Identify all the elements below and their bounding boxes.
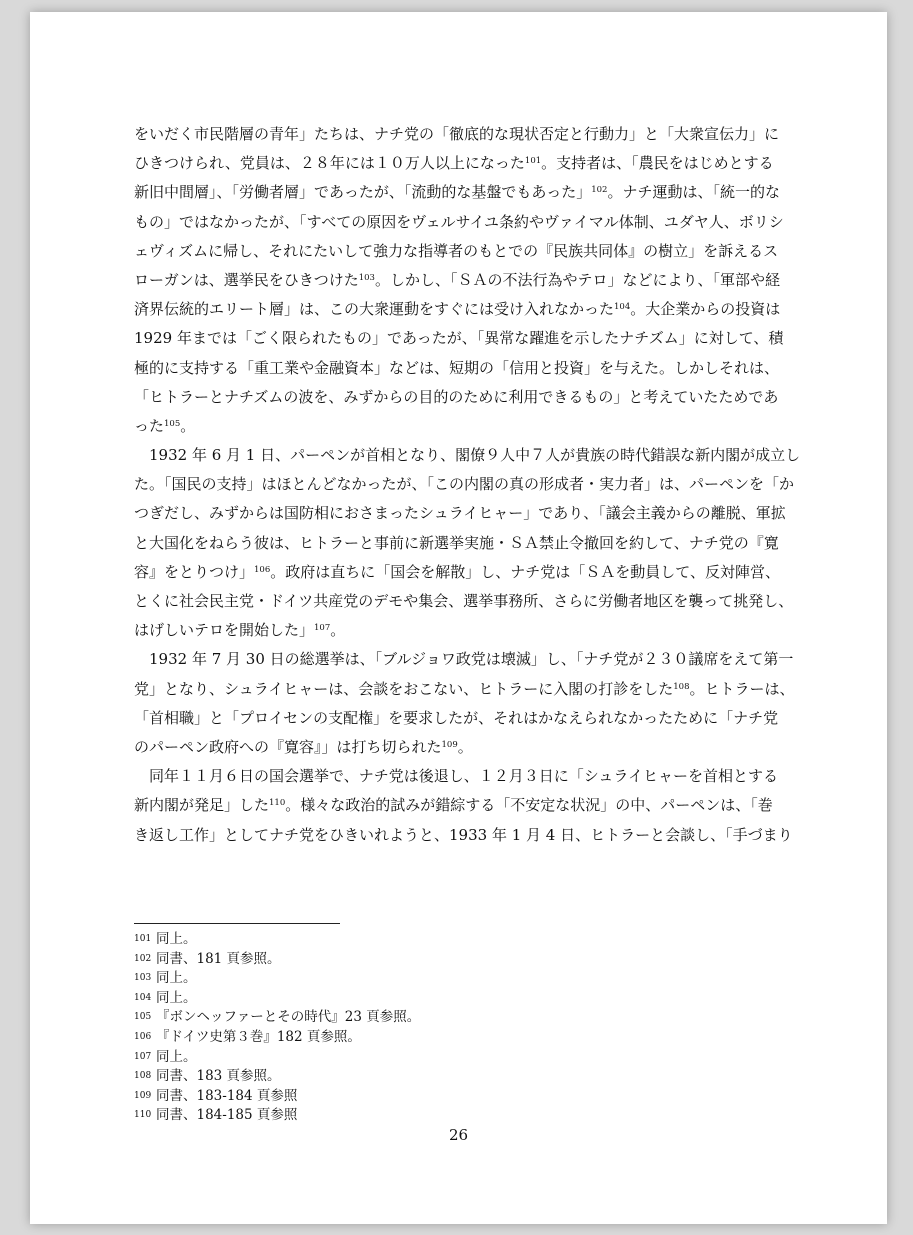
page-number: 26 bbox=[448, 1126, 469, 1144]
body-text bbox=[134, 120, 801, 850]
paragraph-3 bbox=[134, 645, 795, 762]
footnote-text: 『ドイツ史第３巻』182 頁参照。 bbox=[156, 1028, 361, 1045]
paragraph-4 bbox=[134, 762, 793, 850]
footnote-separator bbox=[134, 923, 340, 924]
footnote-ref: 103 bbox=[358, 272, 375, 283]
footnotes bbox=[134, 930, 784, 1126]
text-line: はげしいテロを開始した」$^{107}$。 bbox=[134, 621, 346, 640]
text-line: もの」ではなかったが、「すべての原因をヴェルサイユ条約やヴァイマル体制、ユダヤ人、ボリシ bbox=[134, 212, 784, 231]
footnote-number: 103 bbox=[134, 973, 152, 984]
text-line: ローガンは、選挙民をひきつけた$^{103}$。しかし、「ＳＡの不法行為やテロ」などにより、「軍部や経 bbox=[134, 270, 780, 289]
paragraph-2 bbox=[134, 441, 801, 645]
text-line: 1929 年までは「ごく限られたもの」であったが、「異常な躍進を示したナチズム」に対して、積 bbox=[134, 329, 784, 348]
text-line: た。「国民の支持」はほとんどなかったが、「この内閣の真の形成者・実力者」は、パーペンを「か bbox=[134, 475, 795, 494]
footnote-number: 101 bbox=[134, 934, 152, 944]
text-line: と大国化をねらう彼は、ヒトラーと事前に新選挙実施・ＳＡ禁止令撤回を約して、ナチ党の『寛 bbox=[134, 533, 779, 552]
footnote-number: 108 bbox=[134, 1071, 152, 1082]
footnote-text: 同書、184-185 頁参照 bbox=[156, 1107, 298, 1124]
text-line: った$^{105}$。 bbox=[134, 416, 196, 435]
footnote bbox=[134, 1048, 784, 1068]
footnote bbox=[134, 950, 784, 970]
footnote-text: 同書、181 頁参照。 bbox=[156, 950, 281, 967]
text-line: とくに社会民主党・ドイツ共産党のデモや集会、選挙事務所、さらに労働者地区を襲って挑発し、 bbox=[134, 592, 794, 610]
footnote-number: 104 bbox=[134, 992, 152, 1003]
footnote-text: 同書、183-184 頁参照 bbox=[156, 1087, 298, 1104]
text-line: 新内閣が発足」した$^{110}$。様々な政治的試みが錯綜する「不安定な状況」の中、パーペンは、「巻 bbox=[134, 796, 773, 815]
footnote-ref: 110 bbox=[269, 798, 286, 809]
footnote-ref: 106 bbox=[254, 564, 271, 575]
footnote-number: 102 bbox=[134, 953, 152, 964]
text-line: 1932 年 6 月 1 日、パーペンが首相となり、閣僚９人中７人が貴族の時代錯誤な新内閣が成立し bbox=[149, 446, 801, 465]
text-line: 党」となり、シュライヒャーは、会談をおこない、ヒトラーに入閣の打診をした$^{108}$。ヒトラーは、 bbox=[134, 679, 795, 698]
footnote bbox=[134, 1028, 784, 1048]
text-line: をいだく市民階層の青年」たちは、ナチ党の「徹底的な現状否定と行動力」と「大衆宣伝力」に bbox=[134, 125, 780, 143]
footnote-text: 同書、183 頁参照。 bbox=[156, 1068, 281, 1085]
footnote-ref: 109 bbox=[441, 739, 458, 750]
footnote bbox=[134, 989, 784, 1009]
text-line: のパーペン政府への『寛容』」は打ち切られた$^{109}$。 bbox=[134, 737, 473, 756]
text-line: 極的に支持する「重工業や金融資本」などは、短期の「信用と投資」を与えた。しかしそれは、 bbox=[134, 358, 780, 377]
paragraph-1 bbox=[134, 120, 784, 441]
text-line: 同年１１月６日の国会選挙で、ナチ党は後退し、１２月３日に「シュライヒャーを首相とする bbox=[149, 767, 778, 786]
text-line: き返し工作」としてナチ党をひきいれようと、1933 年 1 月 4 日、ヒトラーと会談し、「手づまり bbox=[134, 825, 793, 844]
footnote-ref: 108 bbox=[673, 681, 690, 692]
footnote-number: 107 bbox=[134, 1051, 152, 1062]
footnote bbox=[134, 930, 784, 950]
text-line: 新旧中間層」、「労働者層」であったが、「流動的な基盤でもあった」$^{102}$。ナチ運動は、「統一的な bbox=[134, 183, 780, 202]
footnote-text: 同上。 bbox=[156, 1048, 197, 1065]
footnote bbox=[134, 1106, 784, 1126]
text-line: ェヴィズムに帰し、それにたいして強力な指導者のもとでの『民族共同体』の樹立」を訴えるス bbox=[134, 241, 779, 260]
footnote bbox=[134, 1087, 784, 1107]
text-line: 「ヒトラーとナチズムの波を、みずからの目的のために利用できるもの」と考えていたためであ bbox=[134, 387, 779, 406]
footnote-text: 同上。 bbox=[156, 970, 197, 987]
footnote-ref: 102 bbox=[591, 185, 608, 196]
text-line: 済界伝統的エリート層」は、この大衆運動をすぐには受け入れなかった$^{104}$。大企業からの投資は bbox=[134, 300, 781, 319]
text-line: 「首相職」と「プロイセンの支配権」を要求したが、それはかなえられなかったために「ナチ党 bbox=[134, 708, 779, 727]
text-line: 容』をとりつけ」$^{106}$。政府は直ちに「国会を解散」し、ナチ党は「ＳＡを動員して、反対陣営、 bbox=[134, 562, 780, 581]
footnote bbox=[134, 1008, 784, 1028]
text-line: 1932 年 7 月 30 日の総選挙は、「ブルジョワ政党は壊滅」し、「ナチ党が２３０議席をえて第一 bbox=[149, 650, 794, 669]
text-line: ひきつけられ、党員は、２８年には１０万人以上になった$^{101}$。支持者は、「農民をはじめとする bbox=[134, 154, 774, 173]
footnote bbox=[134, 969, 784, 989]
document-page bbox=[30, 12, 887, 1224]
footnote-number: 105 bbox=[134, 1012, 152, 1023]
footnote-number: 109 bbox=[134, 1090, 152, 1101]
text-line: つぎだし、みずからは国防相におさまったシュライヒャー」であり、「議会主義からの離脱、軍拡 bbox=[134, 504, 786, 523]
footnote-ref: 101 bbox=[524, 156, 542, 167]
footnote-text: 『ボンヘッファーとその時代』23 頁参照。 bbox=[156, 1009, 421, 1026]
footnote-ref: 105 bbox=[164, 418, 181, 429]
footnote-ref: 104 bbox=[614, 302, 631, 313]
footnote-ref: 107 bbox=[314, 623, 331, 634]
footnote bbox=[134, 1067, 784, 1087]
footnote-number: 106 bbox=[134, 1031, 152, 1042]
footnote-text: 同上。 bbox=[156, 989, 197, 1006]
footnote-number: 110 bbox=[134, 1110, 152, 1121]
footnote-text: 同上。 bbox=[156, 931, 197, 947]
